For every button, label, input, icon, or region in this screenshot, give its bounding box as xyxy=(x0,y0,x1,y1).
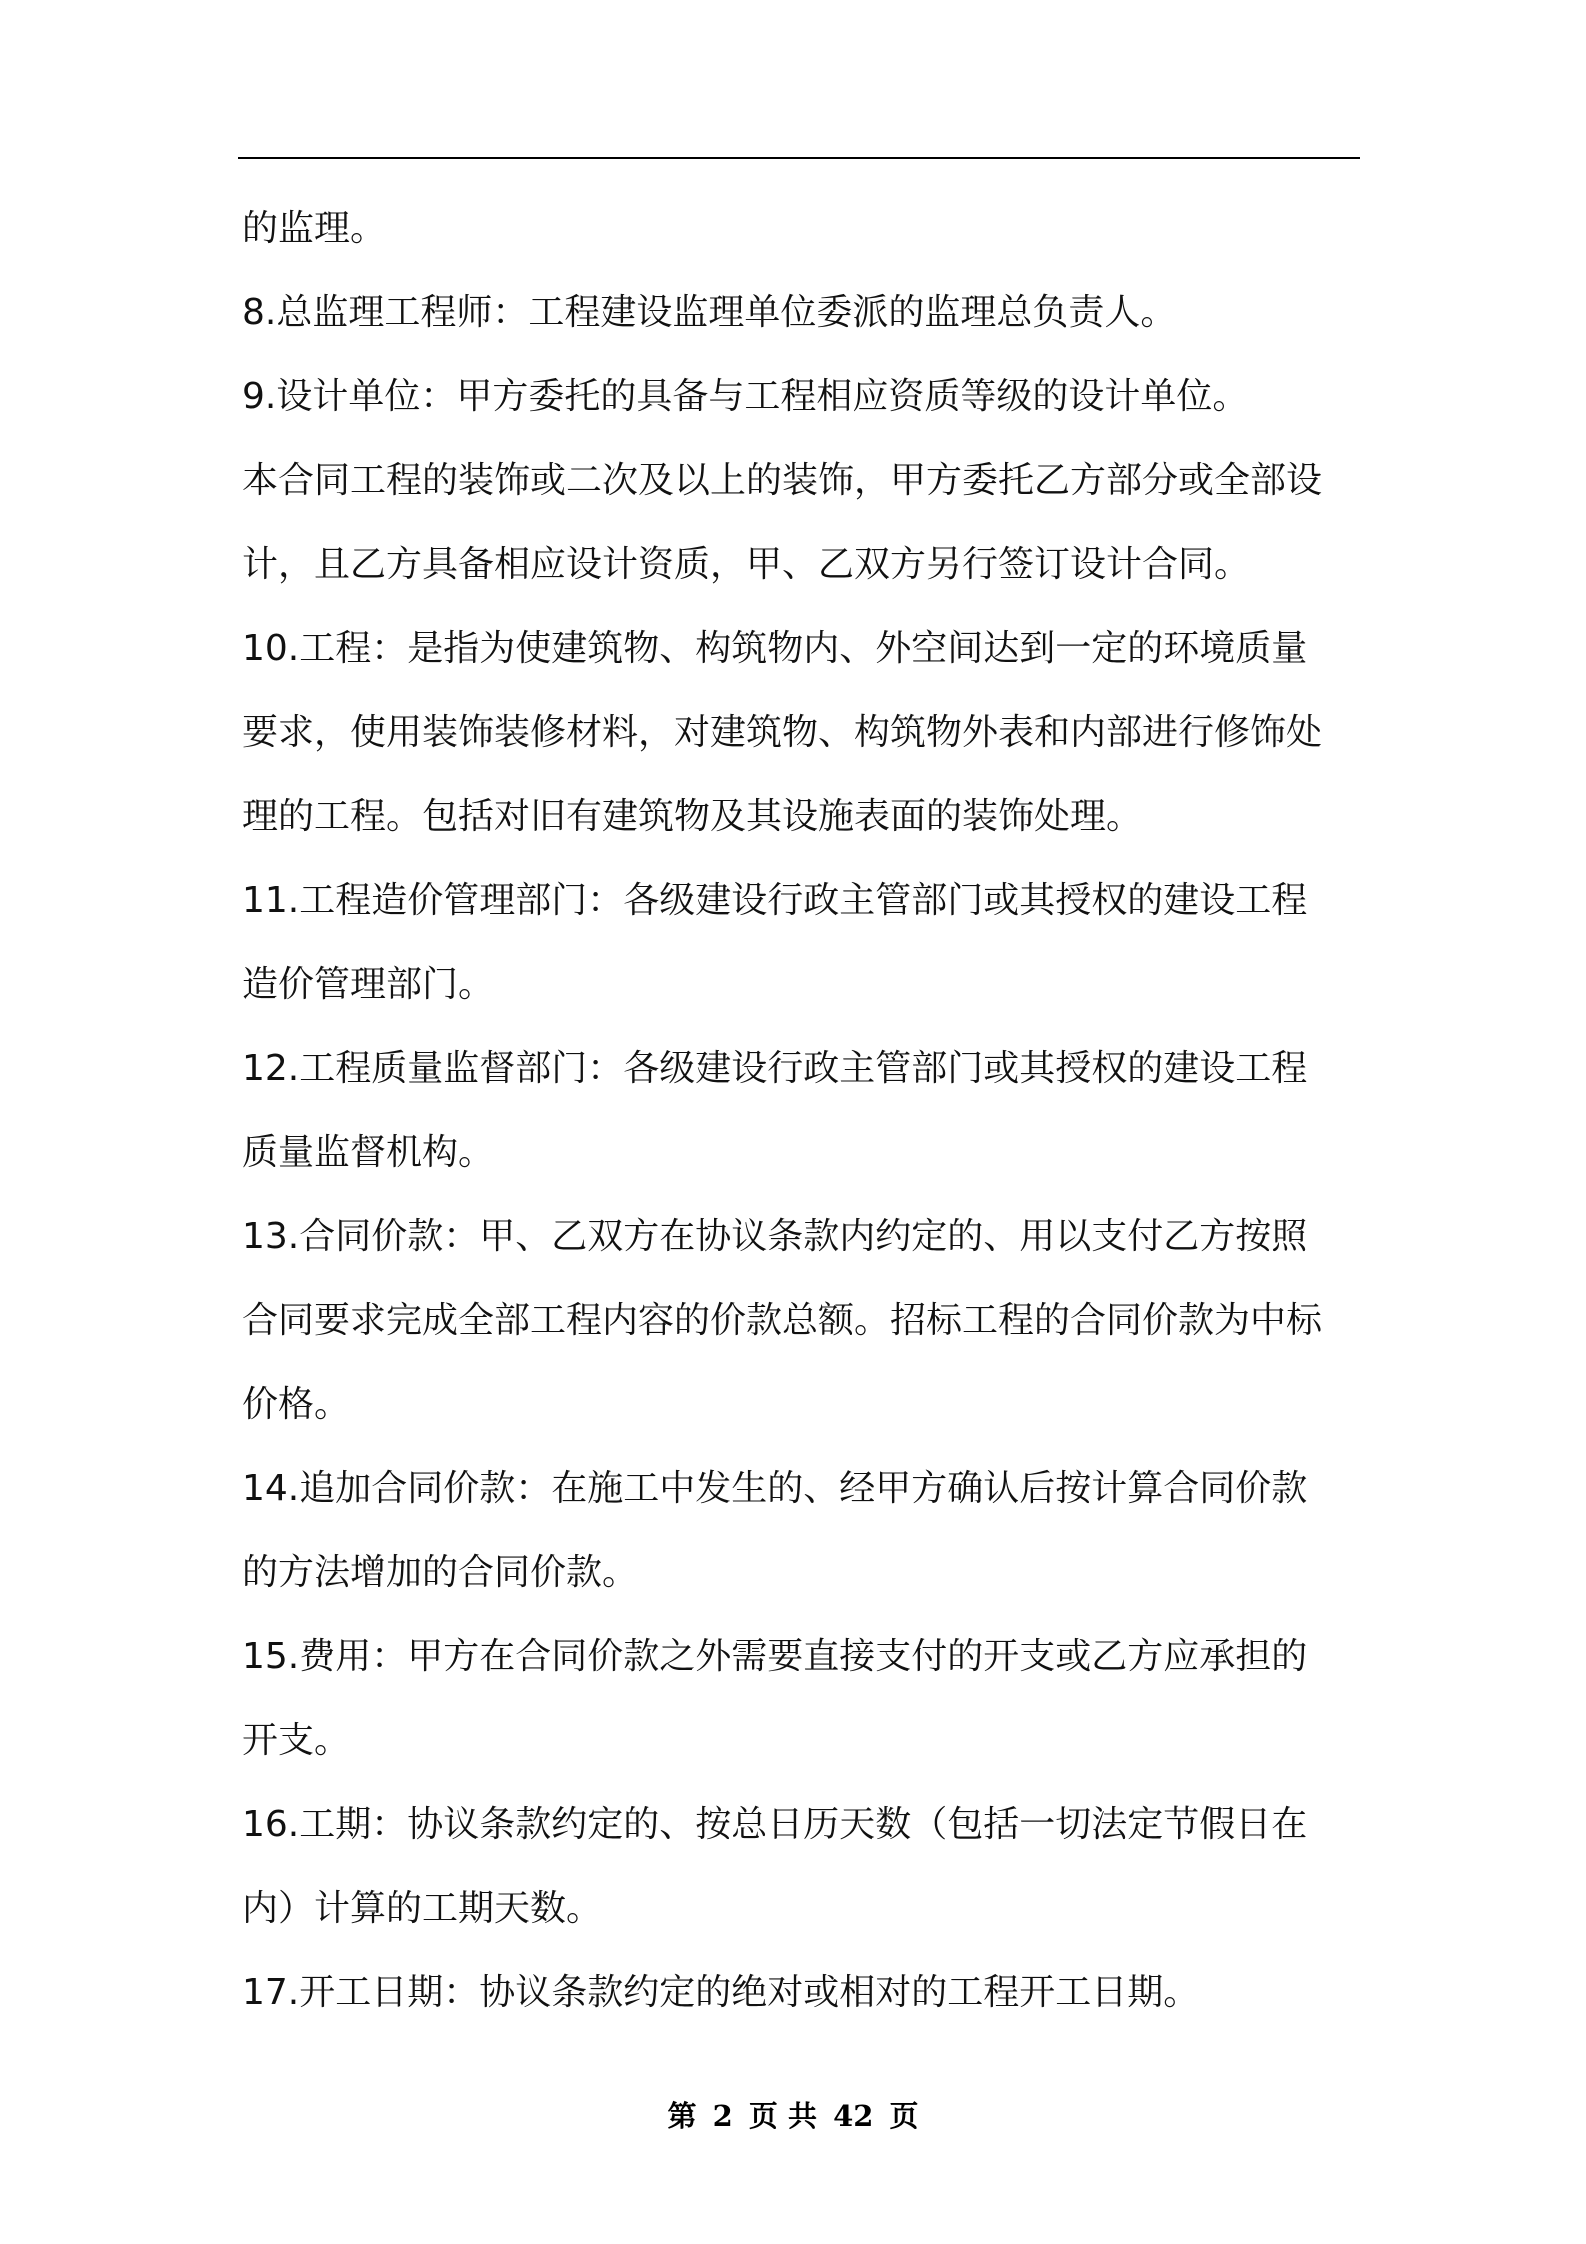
body-line: 15.费用：甲方在合同价款之外需要直接支付的开支或乙方应承担的 xyxy=(242,1636,1308,1677)
document-body xyxy=(242,187,1360,2035)
body-line: 合同要求完成全部工程内容的价款总额。招标工程的合同价款为中标 xyxy=(242,1300,1323,1341)
body-line: 9.设计单位：甲方委托的具备与工程相应资质等级的设计单位。 xyxy=(242,376,1249,417)
body-line: 11.工程造价管理部门：各级建设行政主管部门或其授权的建设工程 xyxy=(242,880,1308,921)
body-line: 质量监督机构。 xyxy=(242,1132,495,1173)
footer-prefix: 第 xyxy=(667,2099,697,2133)
body-line: 价格。 xyxy=(242,1384,351,1425)
body-line: 14.追加合同价款：在施工中发生的、经甲方确认后按计算合同价款 xyxy=(242,1468,1308,1509)
body-line: 要求，使用装饰装修材料，对建筑物、构筑物外表和内部进行修饰处 xyxy=(242,712,1323,753)
body-line: 开支。 xyxy=(242,1720,351,1761)
body-line: 13.合同价款：甲、乙双方在协议条款内约定的、用以支付乙方按照 xyxy=(242,1216,1308,1257)
body-line: 12.工程质量监督部门：各级建设行政主管部门或其授权的建设工程 xyxy=(242,1048,1308,1089)
header-rule xyxy=(238,157,1360,159)
body-line: 10.工程：是指为使建筑物、构筑物内、外空间达到一定的环境质量 xyxy=(242,628,1308,669)
footer-middle: 页 共 xyxy=(748,2099,817,2133)
body-line: 的监理。 xyxy=(242,208,387,249)
body-line: 17.开工日期：协议条款约定的绝对或相对的工程开工日期。 xyxy=(242,1972,1200,2013)
total-page-count: 42 xyxy=(833,2099,874,2133)
page-footer xyxy=(0,2094,1586,2135)
body-line: 内）计算的工期天数。 xyxy=(242,1888,603,1929)
body-line: 16.工期：协议条款约定的、按总日历天数（包括一切法定节假日在 xyxy=(242,1804,1308,1845)
body-line: 的方法增加的合同价款。 xyxy=(242,1552,639,1593)
footer-suffix: 页 xyxy=(889,2099,919,2133)
current-page-number: 2 xyxy=(712,2099,733,2133)
body-line: 8.总监理工程师：工程建设监理单位委派的监理总负责人。 xyxy=(242,292,1177,333)
body-line: 理的工程。包括对旧有建筑物及其设施表面的装饰处理。 xyxy=(242,796,1143,837)
body-line: 本合同工程的装饰或二次及以上的装饰，甲方委托乙方部分或全部设 xyxy=(242,460,1323,501)
body-line: 造价管理部门。 xyxy=(242,964,495,1005)
body-line: 计，且乙方具备相应设计资质，甲、乙双方另行签订设计合同。 xyxy=(242,544,1251,585)
